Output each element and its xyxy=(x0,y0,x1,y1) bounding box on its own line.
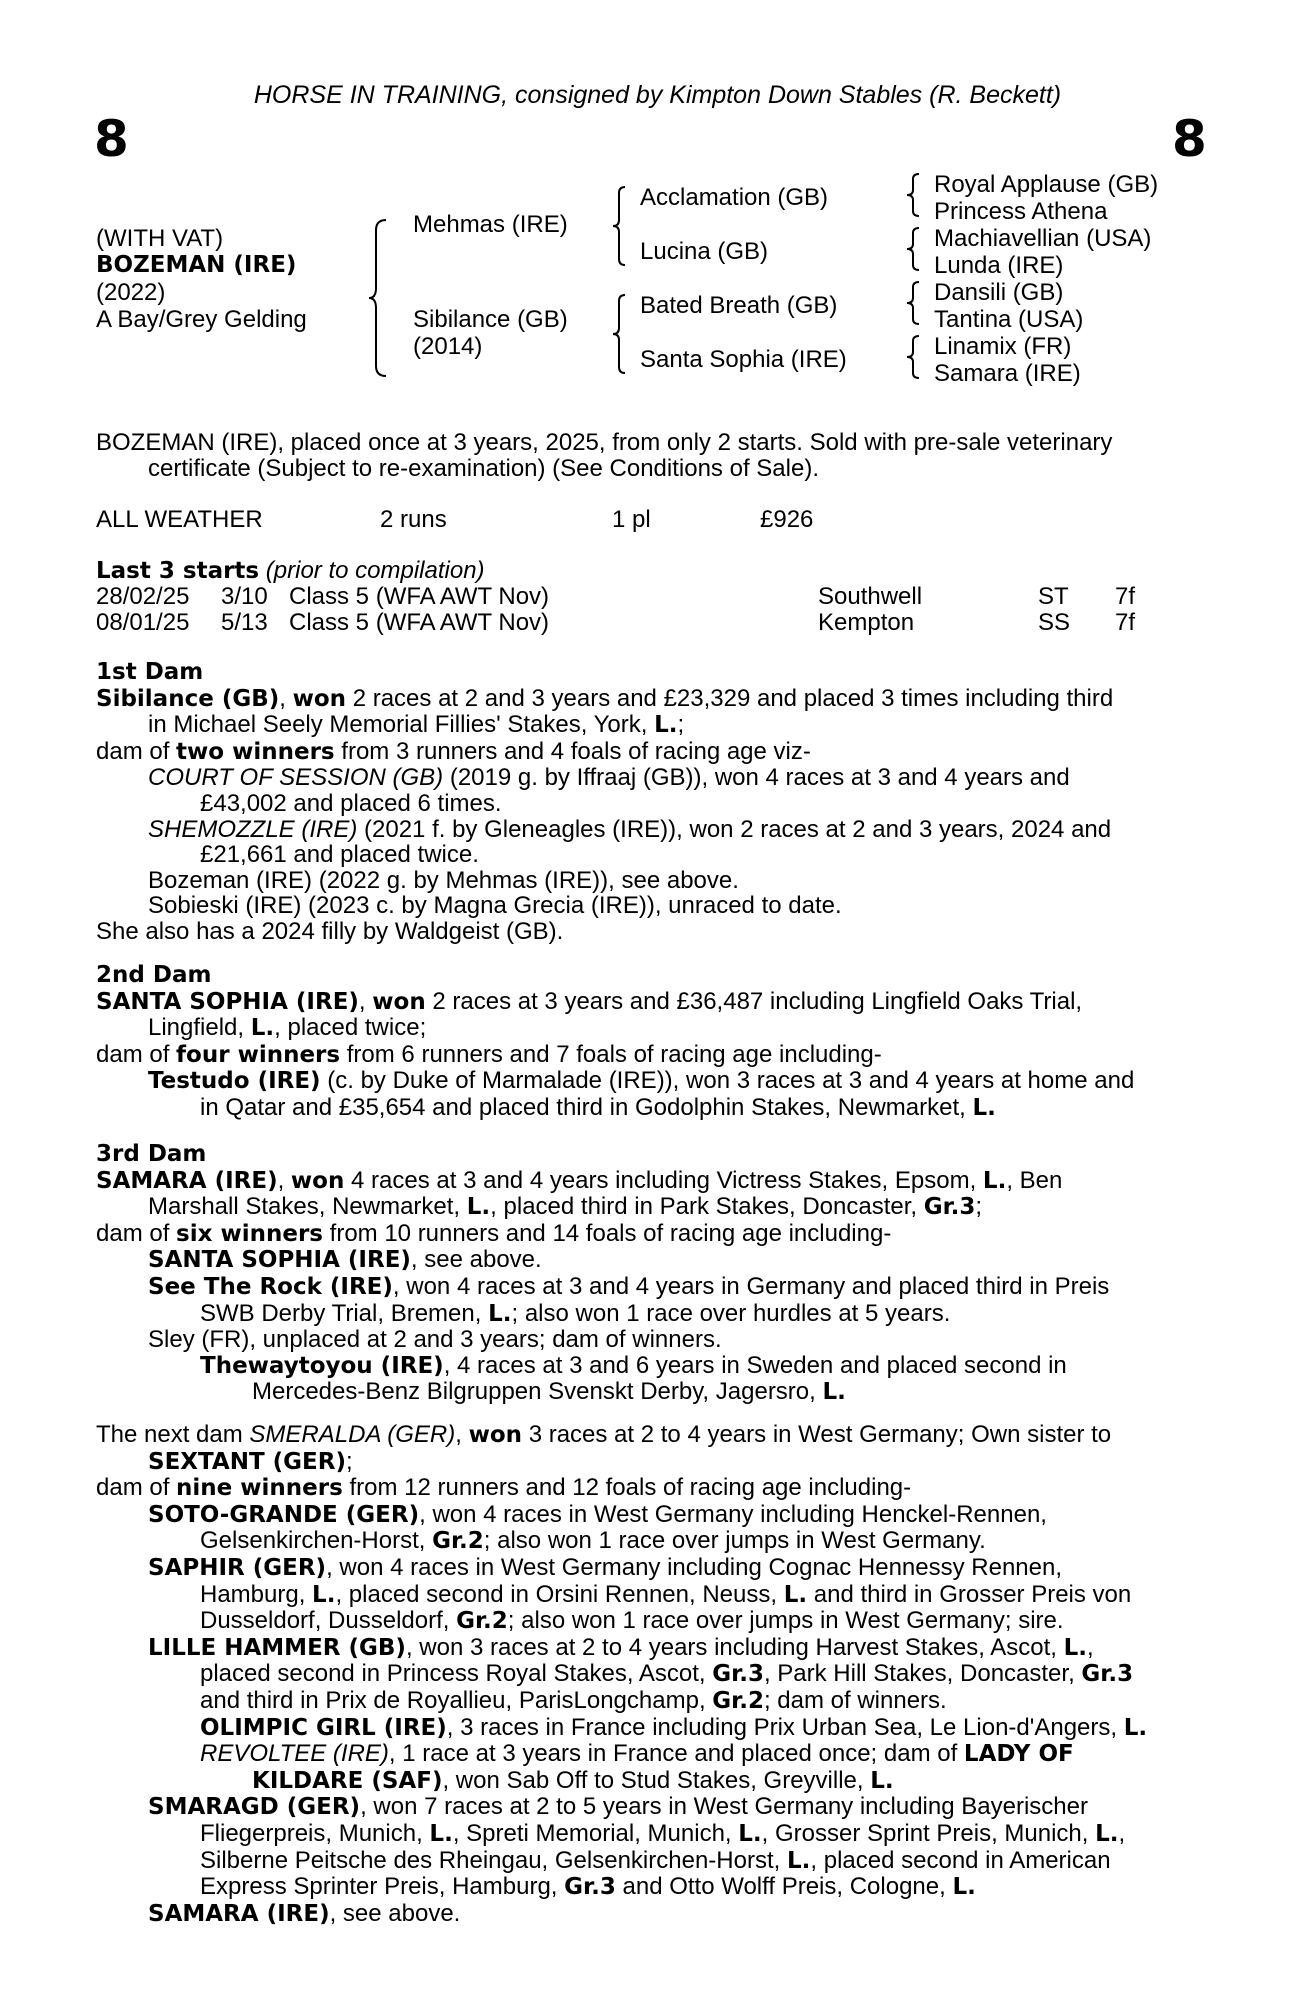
text: Dusseldorf, Dusseldorf, xyxy=(200,1607,450,1635)
text: , xyxy=(455,1421,462,1448)
pedigree-brace-main xyxy=(366,218,390,378)
horse-name: BOZEMAN (IRE) xyxy=(96,252,297,278)
progeny-line xyxy=(96,1247,1204,1274)
race-grade: L. xyxy=(972,1094,996,1121)
pedigree-brace-dam xyxy=(610,293,628,375)
text: , won 3 races at 2 to 4 years including Harvest Stakes, Ascot, xyxy=(405,1633,1057,1661)
progeny-line xyxy=(96,1635,1204,1662)
race-grade: L. xyxy=(822,1379,846,1406)
progeny-line: Bozeman (IRE) (2022 g. by Mehmas (IRE)), see above. xyxy=(148,866,739,894)
pedigree-brace-ss xyxy=(904,172,922,218)
text: 3 races at 2 to 4 years in West Germany; Own sister to xyxy=(528,1421,1112,1448)
pedigree-ssd: Princess Athena xyxy=(934,198,1108,225)
progeny-name: SAMARA (IRE) xyxy=(148,1900,330,1927)
section-heading: 2nd Dam xyxy=(96,962,212,988)
progeny-line: £21,661 and placed twice. xyxy=(200,841,479,869)
progeny-line: Sobieski (IRE) (2023 c. by Magna Grecia (IRE)), unraced to date. xyxy=(148,892,842,920)
text: , see above. xyxy=(329,1899,461,1927)
progeny-line xyxy=(96,1768,1204,1795)
text: , Grosser Sprint Preis, Munich, xyxy=(761,1819,1089,1847)
progeny-name: REVOLTEE (IRE) xyxy=(200,1740,389,1768)
text: (c. by Duke of Marmalade (IRE)), won 3 races at 3 and 4 years at home and xyxy=(327,1067,1135,1095)
race-grade: L. xyxy=(1095,1820,1119,1847)
won-label: won xyxy=(468,1422,523,1448)
pedigree-ddd: Samara (IRE) xyxy=(934,360,1081,387)
dam-name: SMERALDA (GER) xyxy=(249,1421,456,1448)
progeny-line xyxy=(96,1555,1204,1582)
start-position: 5/13 xyxy=(221,609,268,636)
start-race: Class 5 (WFA AWT Nov) xyxy=(289,583,550,610)
text: Mercedes-Benz Bilgruppen Svenskt Derby, Jagersro, xyxy=(252,1378,816,1406)
progeny-line xyxy=(96,1848,1204,1875)
text: Express Sprinter Preis, Hamburg, xyxy=(200,1873,558,1901)
progeny-line xyxy=(96,1528,1204,1555)
text: from 10 runners and 14 foals of racing age including- xyxy=(329,1219,892,1247)
progeny-line xyxy=(96,1821,1204,1848)
pedigree-brace-sire xyxy=(610,185,628,267)
progeny-name: LADY OF xyxy=(963,1741,1074,1768)
progeny-line xyxy=(96,1379,1204,1406)
progeny-line xyxy=(96,1301,1204,1328)
dam-line: She also has a 2024 filly by Waldgeist (GB). xyxy=(96,917,564,945)
text: ; xyxy=(975,1193,983,1221)
won-label: won xyxy=(372,988,426,1015)
text: dam of xyxy=(96,1040,170,1068)
page-header-title: HORSE IN TRAINING, consigned by Kimpton Down Stables (R. Beckett) xyxy=(253,81,1062,109)
progeny-line xyxy=(96,1274,1204,1301)
text: , xyxy=(1118,1819,1126,1847)
pedigree-dam-year: (2014) xyxy=(413,333,483,360)
text: , won 4 races at 3 and 4 years in Germany and placed third in Preis xyxy=(392,1272,1110,1300)
record-placings: 1 pl xyxy=(612,506,651,533)
progeny-name: COURT OF SESSION (GB) xyxy=(148,764,444,792)
pedigree-brace-dd xyxy=(904,334,922,380)
pedigree-dsd: Tantina (USA) xyxy=(934,306,1084,333)
start-position: 3/10 xyxy=(221,583,268,610)
text: , Park Hill Stakes, Doncaster, xyxy=(763,1660,1075,1688)
text: (2019 g. by Iffraaj (GB)), won 4 races at 3 and 4 years and xyxy=(449,764,1070,792)
dam-line xyxy=(96,712,1204,739)
race-grade: L. xyxy=(786,1847,811,1874)
progeny-line xyxy=(96,765,1204,791)
text: , Ben xyxy=(1006,1166,1063,1194)
race-grade: L. xyxy=(466,1194,491,1221)
progeny-name: SOTO-GRANDE (GER) xyxy=(148,1501,420,1528)
dam-line xyxy=(96,1449,1204,1476)
progeny-name: KILDARE (SAF) xyxy=(252,1767,443,1794)
dam-name: SANTA SOPHIA (IRE) xyxy=(96,988,359,1015)
summary-line: certificate (Subject to re-examination) (See Conditions of Sale). xyxy=(148,454,819,482)
dam-line xyxy=(96,1194,1204,1221)
won-label: won xyxy=(290,1167,345,1194)
start-distance: 7f xyxy=(1115,609,1136,636)
race-grade: Gr.3 xyxy=(923,1194,976,1221)
progeny-name: LILLE HAMMER (GB) xyxy=(148,1634,406,1661)
dam-name: Sibilance (GB) xyxy=(96,685,280,712)
dam-line xyxy=(96,1042,1204,1069)
text: , xyxy=(279,684,286,712)
dam-line xyxy=(96,1015,1204,1042)
text: from 12 runners and 12 foals of racing age including- xyxy=(349,1474,912,1502)
text: ; also won 1 race over jumps in West Germany; sire. xyxy=(507,1607,1064,1635)
race-grade: Gr.3 xyxy=(564,1874,616,1901)
first-dam-section xyxy=(96,660,1204,945)
progeny-line xyxy=(96,1353,1204,1380)
record-runs: 2 runs xyxy=(380,506,447,533)
summary-paragraph xyxy=(96,430,1204,481)
text: , 3 races in France including Prix Urban Sea, Le Lion-d'Angers, xyxy=(446,1713,1118,1741)
dam-name: SAMARA (IRE) xyxy=(96,1167,278,1194)
pedigree-dam-sire: Bated Breath (GB) xyxy=(640,292,838,319)
text: Lingfield, xyxy=(148,1014,245,1042)
race-grade: Gr.3 xyxy=(1081,1661,1134,1688)
record-earnings: £926 xyxy=(760,506,814,533)
dam-line xyxy=(96,1168,1204,1195)
last-starts-title: Last 3 starts xyxy=(96,558,260,584)
progeny-line xyxy=(96,1608,1204,1635)
winner-count: two winners xyxy=(176,738,335,765)
last-starts-note: (prior to compilation) xyxy=(265,557,485,584)
text: Gelsenkirchen-Horst, xyxy=(200,1527,426,1555)
winner-count: four winners xyxy=(176,1041,341,1068)
text: ; also won 1 race over hurdles at 5 years. xyxy=(511,1299,951,1327)
pedigree-sire-sire: Acclamation (GB) xyxy=(640,184,829,211)
won-label: won xyxy=(292,685,347,712)
text: SWB Derby Trial, Bremen, xyxy=(200,1299,482,1327)
text: Marshall Stakes, Newmarket, xyxy=(148,1193,461,1221)
lot-number-left: 8 xyxy=(94,110,129,168)
section-heading: 1st Dam xyxy=(96,659,204,685)
race-grade: Gr.2 xyxy=(456,1608,508,1635)
progeny-line xyxy=(96,1874,1204,1901)
text: , xyxy=(1087,1633,1094,1661)
progeny-line xyxy=(96,1688,1204,1715)
progeny-name: Thewaytoyou (IRE) xyxy=(200,1352,444,1379)
section-heading: 3rd Dam xyxy=(96,1141,207,1167)
pedigree-dam-dam: Santa Sophia (IRE) xyxy=(640,346,847,373)
progeny-name: See The Rock (IRE) xyxy=(148,1273,393,1300)
race-grade: Gr.3 xyxy=(712,1661,764,1688)
race-grade: L. xyxy=(982,1167,1007,1194)
start-race: Class 5 (WFA AWT Nov) xyxy=(289,609,550,636)
progeny-name: SMARAGD (GER) xyxy=(148,1794,361,1821)
second-dam-section xyxy=(96,963,1204,1122)
start-going: ST xyxy=(1038,583,1069,610)
start-distance: 7f xyxy=(1115,583,1136,610)
text: and third in Prix de Royallieu, ParisLongchamp, xyxy=(200,1686,706,1714)
race-grade: L. xyxy=(429,1820,453,1847)
pedigree-sds: Machiavellian (USA) xyxy=(934,225,1152,252)
text: in Qatar and £35,654 and placed third in Godolphin Stakes, Newmarket, xyxy=(200,1093,966,1121)
start-course: Kempton xyxy=(818,609,915,636)
pedigree-sire-dam: Lucina (GB) xyxy=(640,238,769,265)
text: Hamburg, xyxy=(200,1580,306,1608)
start-going: SS xyxy=(1038,609,1071,636)
lot-number-right: 8 xyxy=(1172,110,1207,168)
text: , won 4 races in West Germany including Cognac Hennessy Rennen, xyxy=(326,1553,1063,1581)
race-grade: L. xyxy=(1123,1714,1148,1741)
race-grade: Gr.2 xyxy=(712,1687,764,1714)
text: , see above. xyxy=(410,1246,542,1274)
race-grade: Gr.2 xyxy=(432,1528,484,1555)
vat-label: (WITH VAT) xyxy=(96,225,224,252)
dam-line xyxy=(96,1422,1204,1449)
horse-description: A Bay/Grey Gelding xyxy=(96,306,307,333)
pedigree-sire: Mehmas (IRE) xyxy=(413,211,568,238)
winner-count: nine winners xyxy=(176,1475,343,1502)
start-date: 08/01/25 xyxy=(96,609,190,636)
pedigree-dds: Linamix (FR) xyxy=(934,333,1072,360)
progeny-line xyxy=(96,1715,1204,1742)
text: 2 races at 2 and 3 years and £23,329 and placed 3 times including third xyxy=(352,684,1114,712)
text: , xyxy=(277,1166,285,1194)
record-surface: ALL WEATHER xyxy=(96,506,263,533)
progeny-line: £43,002 and placed 6 times. xyxy=(200,789,502,817)
text: from 3 runners and 4 foals of racing age viz- xyxy=(341,737,811,765)
text: placed second in Princess Royal Stakes, Ascot, xyxy=(200,1660,706,1688)
text: and Otto Wolff Preis, Cologne, xyxy=(622,1873,946,1901)
text: , placed third in Park Stakes, Doncaster, xyxy=(490,1193,918,1221)
text: (2021 f. by Gleneagles (IRE)), won 2 races at 2 and 3 years, 2024 and xyxy=(364,815,1112,843)
text: in Michael Seely Memorial Fillies' Stakes, York, xyxy=(148,711,648,739)
text: ; xyxy=(677,711,685,739)
sibling-name: SEXTANT (GER) xyxy=(148,1448,346,1475)
next-dam-section xyxy=(96,1422,1204,1927)
text: , placed twice; xyxy=(274,1014,427,1042)
race-grade: L. xyxy=(952,1874,976,1901)
text: ; also won 1 race over jumps in West Germany. xyxy=(483,1527,986,1555)
dam-line xyxy=(96,739,1204,766)
text: , Spreti Memorial, Munich, xyxy=(452,1819,732,1847)
race-grade: L. xyxy=(654,712,678,739)
text: , won 7 races at 2 to 5 years in West Germany including Bayerischer xyxy=(360,1793,1088,1821)
last-starts-heading xyxy=(96,557,485,585)
progeny-name: SHEMOZZLE (IRE) xyxy=(148,815,358,843)
race-grade: L. xyxy=(870,1767,894,1794)
pedigree-dam: Sibilance (GB) xyxy=(413,306,568,333)
progeny-line xyxy=(96,1794,1204,1821)
text: 2 races at 3 years and £36,487 including Lingfield Oaks Trial, xyxy=(432,987,1083,1015)
text: Fliegerpreis, Munich, xyxy=(200,1819,423,1847)
winner-count: six winners xyxy=(176,1220,323,1247)
progeny-name: OLIMPIC GIRL (IRE) xyxy=(200,1714,447,1741)
progeny-line xyxy=(96,1068,1204,1095)
pedigree-sss: Royal Applause (GB) xyxy=(934,171,1159,198)
progeny-name: SANTA SOPHIA (IRE) xyxy=(148,1247,411,1274)
progeny-line: Sley (FR), unplaced at 2 and 3 years; dam of winners. xyxy=(148,1326,722,1354)
race-grade: L. xyxy=(783,1581,808,1608)
text: from 6 runners and 7 foals of racing age including- xyxy=(346,1040,882,1068)
text: ; xyxy=(345,1447,353,1475)
progeny-line xyxy=(96,1741,1204,1768)
dam-line xyxy=(96,989,1204,1016)
progeny-line xyxy=(96,817,1204,843)
summary-line: BOZEMAN (IRE), placed once at 3 years, 2025, from only 2 starts. Sold with pre-sale veterinary xyxy=(96,429,1113,456)
progeny-name: Testudo (IRE) xyxy=(148,1068,321,1095)
text: , won Sab Off to Stud Stakes, Greyville, xyxy=(442,1766,864,1794)
progeny-line xyxy=(96,1095,1204,1122)
text: dam of xyxy=(96,1474,170,1502)
pedigree-sdd: Lunda (IRE) xyxy=(934,252,1064,279)
pedigree-brace-sd xyxy=(904,226,922,272)
horse-year: (2022) xyxy=(96,279,166,306)
text: and third in Grosser Preis von xyxy=(813,1580,1132,1608)
text: , 4 races at 3 and 6 years in Sweden and placed second in xyxy=(443,1351,1067,1379)
pedigree-dss: Dansili (GB) xyxy=(934,279,1064,306)
text: 4 races at 3 and 4 years including Victress Stakes, Epsom, xyxy=(351,1166,977,1194)
progeny-line xyxy=(96,1502,1204,1529)
progeny-line xyxy=(96,1661,1204,1688)
start-date: 28/02/25 xyxy=(96,583,190,610)
text: dam of xyxy=(96,1219,170,1247)
progeny-line xyxy=(96,1901,1204,1928)
race-grade: L. xyxy=(312,1581,336,1608)
race-grade: L. xyxy=(738,1820,762,1847)
text: , 1 race at 3 years in France and placed once; dam of xyxy=(388,1740,958,1768)
race-grade: L. xyxy=(1063,1634,1088,1661)
race-grade: L. xyxy=(250,1015,275,1042)
dam-line xyxy=(96,1475,1204,1502)
text: , xyxy=(358,987,366,1015)
text: Silberne Peitsche des Rheingau, Gelsenkirchen-Horst, xyxy=(200,1846,781,1874)
third-dam-section xyxy=(96,1142,1204,1406)
text: dam of xyxy=(96,737,170,765)
progeny-line xyxy=(96,1582,1204,1609)
text: , placed second in Orsini Rennen, Neuss, xyxy=(335,1580,778,1608)
text: , won 4 races in West Germany including Henckel-Rennen, xyxy=(419,1500,1047,1528)
text: , placed second in American xyxy=(810,1846,1111,1874)
pedigree-brace-ds xyxy=(904,280,922,326)
dam-line xyxy=(96,686,1204,713)
text: ; dam of winners. xyxy=(763,1686,947,1714)
start-course: Southwell xyxy=(818,583,923,610)
progeny-name: SAPHIR (GER) xyxy=(148,1554,327,1581)
race-grade: L. xyxy=(488,1300,512,1327)
text: The next dam xyxy=(96,1421,243,1448)
dam-line xyxy=(96,1221,1204,1248)
